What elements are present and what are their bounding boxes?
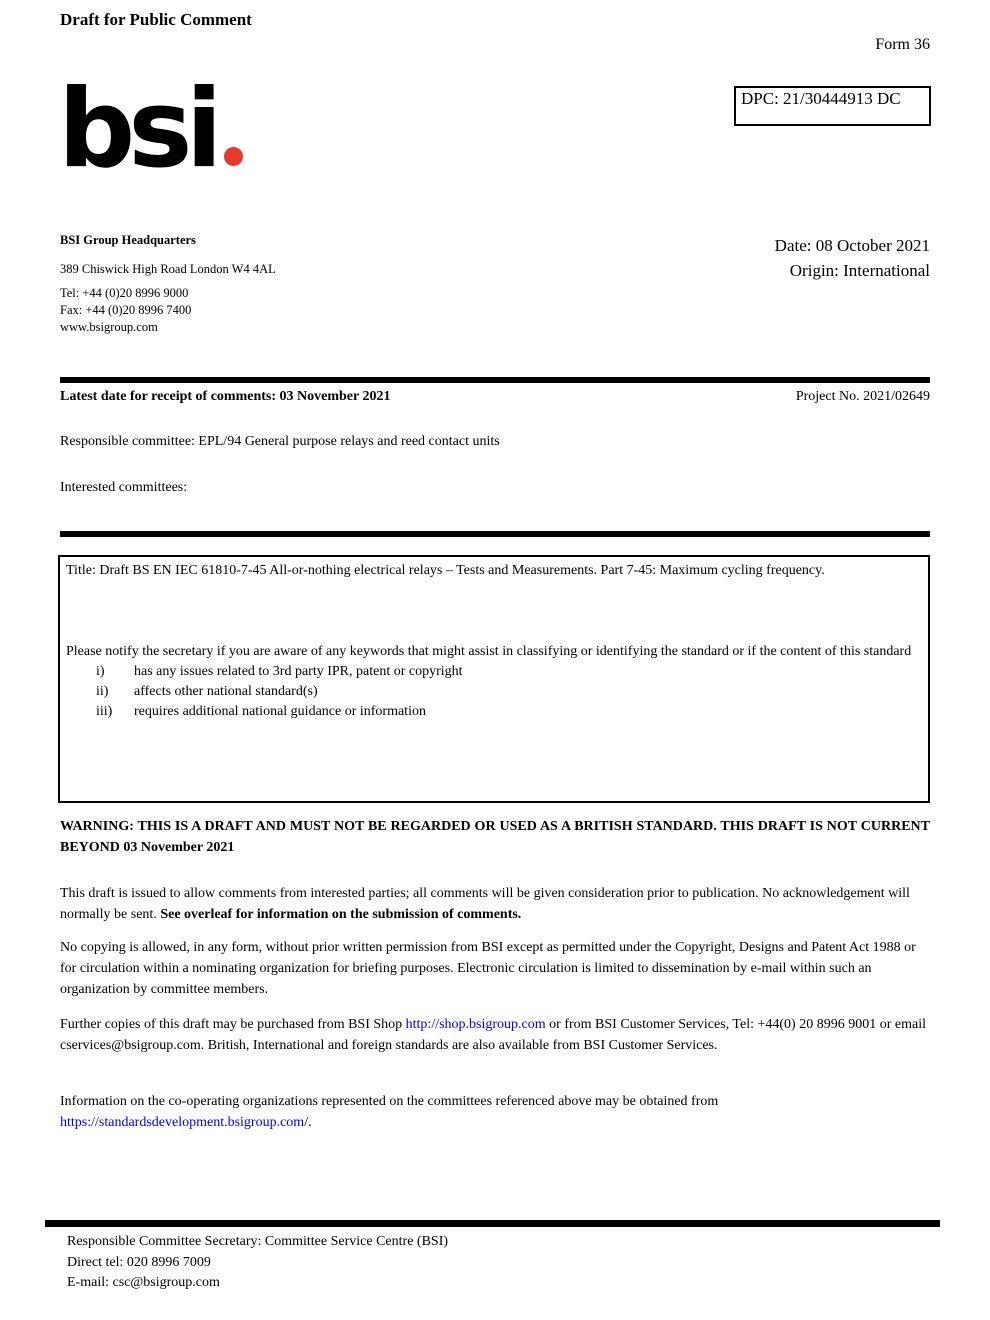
link-trailing-text: /.: [304, 1115, 312, 1130]
further-copies-text: Further copies of this draft may be purchased from BSI Shop: [60, 1017, 406, 1032]
horizontal-rule-middle: [60, 531, 930, 537]
horizontal-rule-top: [60, 377, 930, 383]
footer-contact-block: [67, 1232, 448, 1294]
customer-services-text: or from BSI Customer Services, Tel: +44(0) 20 8996 9001 or email cservices@bsigroup.com. British, International and foreign standards are also available from BSI Customer Services.: [60, 1017, 926, 1053]
keywords-notify-text: Please notify the secretary if you are aware of any keywords that might assist in classifying or identifying the standard or if the content of this standard: [66, 644, 912, 659]
dpc-reference: DPC: 21/30444913 DC: [741, 89, 901, 108]
latest-date-for-comments: Latest date for receipt of comments: 03 November 2021: [60, 389, 391, 404]
hq-website: www.bsigroup.com: [60, 320, 158, 334]
horizontal-rule-footer: [45, 1220, 940, 1227]
list-item-number: ii): [96, 684, 109, 699]
project-number: Project No. 2021/02649: [795, 389, 930, 404]
draft-for-public-comment-heading: Draft for Public Comment: [60, 10, 252, 29]
further-copies-paragraph: [60, 1014, 930, 1056]
hq-street-address: 389 Chiswick High Road London W4 4AL: [60, 262, 276, 276]
document-date: Date: 08 October 2021: [774, 236, 930, 255]
hq-tel: Tel: +44 (0)20 8996 9000: [60, 286, 189, 300]
cooperating-organizations-text: Information on the co-operating organizations represented on the committees referenced above may be obtained from: [60, 1094, 719, 1109]
bsi-logo: [58, 67, 243, 192]
bsi-logo-dot-icon: [224, 147, 243, 166]
hq-fax: Fax: +44 (0)20 8996 7400: [60, 303, 192, 317]
footer-direct-tel: Direct tel: 020 8996 7009: [67, 1254, 211, 1270]
draft-warning-text: WARNING: THIS IS A DRAFT AND MUST NOT BE REGARDED OR USED AS A BRITISH STANDARD. THIS DRAFT IS NOT CURRENT BEYOND 03 November 2021: [60, 819, 930, 855]
list-item-text: affects other national standard(s): [134, 684, 318, 699]
comments-issued-text: This draft is issued to allow comments from interested parties; all comments will be given consideration prior to publication. No acknowledgement will normally be sent.: [60, 886, 910, 922]
hq-title: BSI Group Headquarters: [60, 233, 196, 247]
date-origin-block: [60, 233, 930, 283]
form-number: Form 36: [875, 36, 930, 53]
list-item: [66, 682, 922, 702]
comments-issued-paragraph: [60, 883, 930, 925]
dpc-reference-box: [734, 86, 931, 126]
responsible-committee: Responsible committee: EPL/94 General purpose relays and reed contact units: [60, 434, 500, 449]
comments-deadline-row: [60, 389, 930, 405]
title-keywords-box: [58, 555, 930, 803]
list-item: [66, 702, 922, 722]
cooperating-organizations-paragraph: [60, 1091, 930, 1133]
committee-secretary: Responsible Committee Secretary: Committee Service Centre (BSI): [67, 1234, 449, 1249]
list-item-number: iii): [96, 704, 113, 719]
keywords-list: [66, 662, 922, 722]
footer-email: E-mail: csc@bsigroup.com: [67, 1275, 220, 1290]
standards-development-link[interactable]: https://standardsdevelopment.bsigroup.com: [60, 1115, 305, 1130]
document-origin: Origin: International: [789, 261, 930, 280]
list-item: [66, 662, 922, 682]
list-item-text: requires additional national guidance or information: [134, 704, 426, 719]
see-overleaf-text: See overleaf for information on the submission of comments.: [160, 907, 522, 922]
bsi-logo-text: bsi: [58, 67, 216, 192]
bsi-shop-link[interactable]: http://shop.bsigroup.com: [405, 1017, 546, 1032]
interested-committees: Interested committees:: [60, 480, 188, 495]
standard-title: Title: Draft BS EN IEC 61810-7-45 All-or-nothing electrical relays – Tests and Measurements. Part 7-45: Maximum cycling frequency.: [66, 563, 825, 578]
list-item-number: i): [96, 664, 105, 679]
no-copying-paragraph: No copying is allowed, in any form, without prior written permission from BSI except as permitted under the Copyright, Designs and Patent Act 1988 or for circulation within a nominating organization for briefing purposes. Electronic circulation is limited to dissemination by e-mail within such an organization by committee members.: [60, 940, 916, 997]
list-item-text: has any issues related to 3rd party IPR, patent or copyright: [134, 664, 463, 679]
